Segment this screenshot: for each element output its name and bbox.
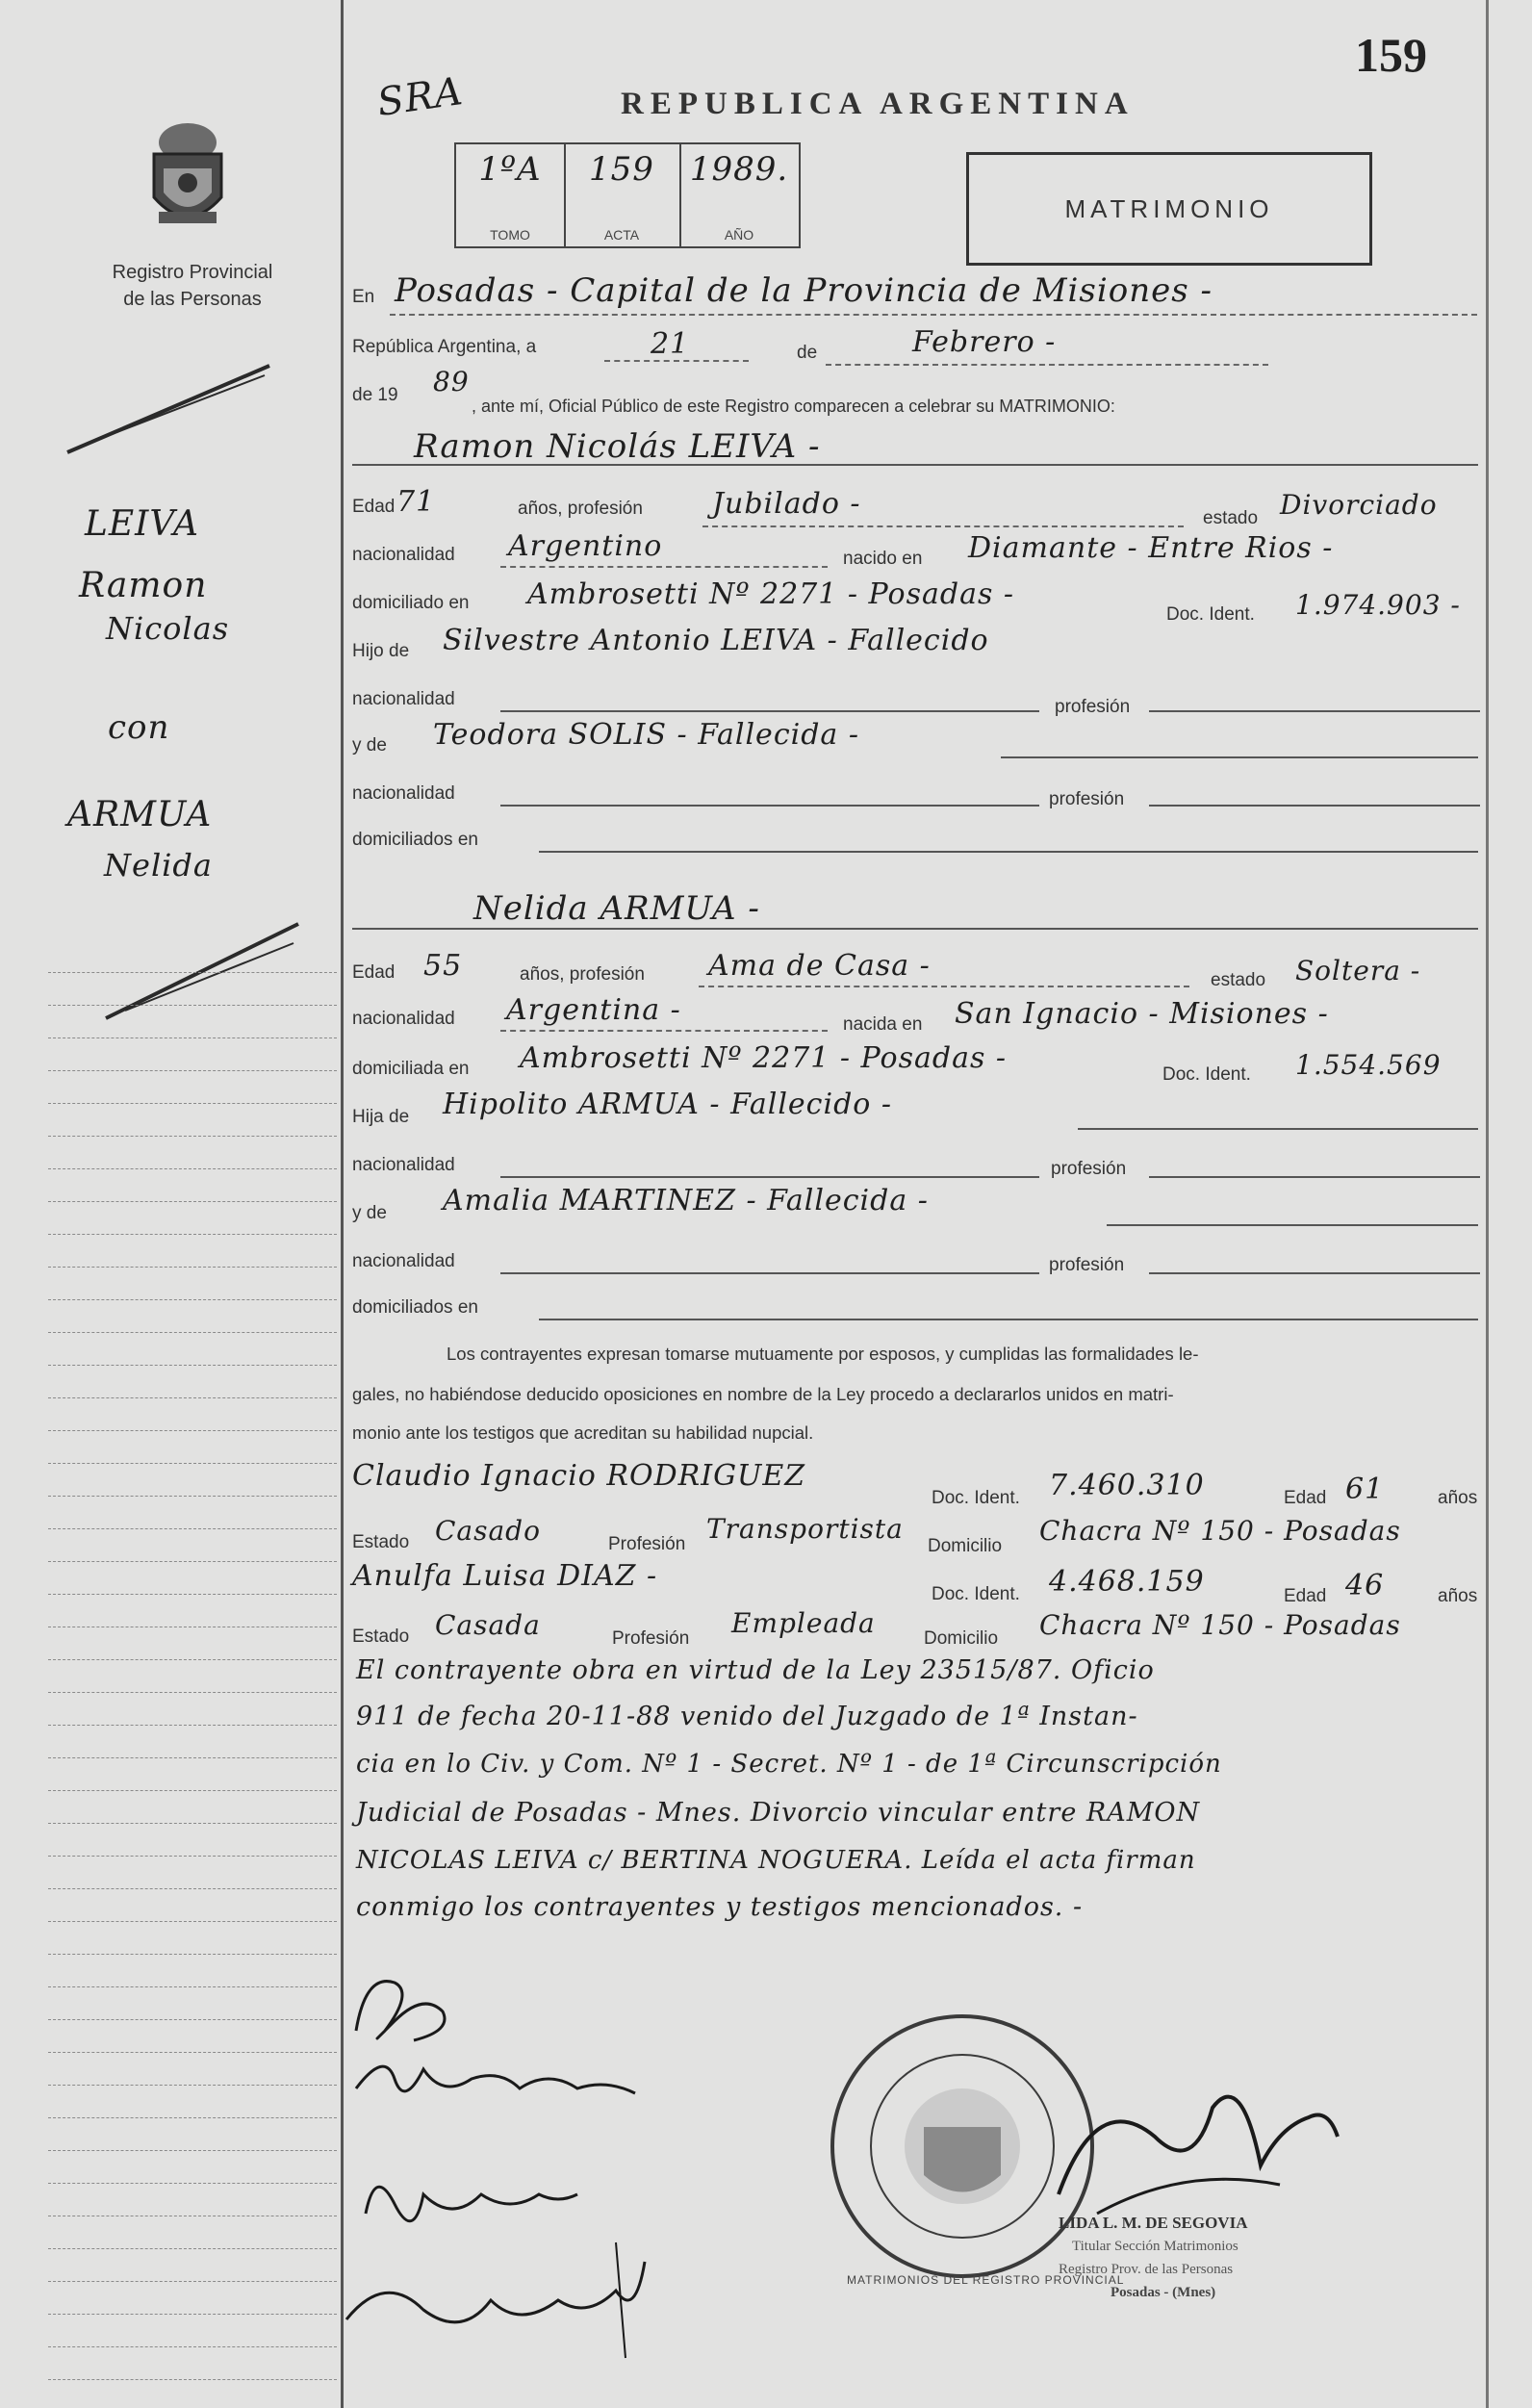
label-profesion-w1: Profesión — [608, 1534, 686, 1554]
bride-profession: Ama de Casa - — [708, 949, 931, 983]
label-nacido-en: nacido en — [843, 549, 923, 569]
bride-age: 55 — [423, 949, 463, 983]
record-box — [454, 142, 801, 248]
groom-nationality: Argentino — [508, 529, 663, 563]
bride-nationality: Argentina - — [506, 993, 681, 1027]
label-de19: de 19 — [352, 385, 398, 405]
declaration-line-3: monio ante los testigos que acreditan su habilidad nupcial. — [352, 1422, 814, 1443]
witness2-name: Anulfa Luisa DIAZ - — [352, 1559, 658, 1593]
notes-line-2: 911 de fecha 20-11-88 venido del Juzgado de 1ª Instan- — [356, 1702, 1138, 1731]
acta-label: ACTA — [603, 227, 640, 243]
witness1-name: Claudio Ignacio RODRIGUEZ — [352, 1459, 806, 1493]
bride-name: Nelida ARMUA - — [473, 889, 760, 928]
groom-mother: Teodora SOLIS - Fallecida - — [433, 718, 859, 752]
country-title: REPUBLICA ARGENTINA — [621, 87, 1135, 121]
witness1-profession: Transportista — [706, 1513, 904, 1545]
margin-given-1a: Ramon — [79, 566, 208, 605]
label-domiciliados-en-2: domiciliados en — [352, 1297, 478, 1318]
acta-value: 159 — [589, 150, 654, 189]
label-en: En — [352, 287, 375, 307]
label-doc-ident: Doc. Ident. — [1166, 604, 1255, 625]
label-domicilio-w2: Domicilio — [924, 1628, 999, 1649]
bride-doc: 1.554.569 — [1295, 1049, 1442, 1081]
label-profesion-m1: profesión — [1049, 789, 1125, 809]
label-domiciliados-en-1: domiciliados en — [352, 830, 478, 850]
witness2-status: Casada — [435, 1609, 541, 1641]
witness1-age: 61 — [1345, 1473, 1385, 1506]
groom-name: Ramon Nicolás LEIVA - — [414, 427, 821, 466]
stamp-city: Posadas - (Mnes) — [1111, 2285, 1216, 2300]
signatures — [327, 1954, 751, 2396]
label-edad: Edad — [352, 497, 396, 517]
label-profesion-f2: profesión — [1051, 1159, 1127, 1179]
bride-mother: Amalia MARTINEZ - Fallecida - — [443, 1184, 929, 1217]
margin-surname-1: LEIVA — [85, 504, 199, 544]
label-nacionalidad-f2: nacionalidad — [352, 1155, 455, 1175]
label-domiciliado-en: domiciliado en — [352, 593, 470, 613]
notes-line-4: Judicial de Posadas - Mnes. Divorcio vincular entre RAMON — [356, 1798, 1201, 1828]
label-hijo-de: Hijo de — [352, 641, 410, 661]
label-anos-w2: años — [1438, 1586, 1478, 1606]
declaration-line-1: Los contrayentes expresan tomarse mutuamente por esposos, y cumplidas las formalidades le- — [447, 1344, 1199, 1364]
label-nacionalidad: nacionalidad — [352, 545, 455, 565]
label-doc-ident-b: Doc. Ident. — [1162, 1064, 1251, 1085]
margin-stroke-1 — [58, 356, 279, 472]
top-initials: SRA — [374, 69, 467, 125]
act-type-box — [966, 152, 1372, 266]
label-profesion-f1: profesión — [1055, 697, 1131, 717]
page-number: 159 — [1355, 28, 1427, 82]
label-nacionalidad-f1: nacionalidad — [352, 689, 455, 709]
label-nacionalidad-b: nacionalidad — [352, 1009, 455, 1029]
label-anos-profesion-b: años, profesión — [520, 964, 645, 985]
notes-line-1: El contrayente obra en virtud de la Ley 23515/87. Oficio — [356, 1655, 1155, 1685]
seal-ring-text: MATRIMONIOS DEL REGISTRO PROVINCIAL — [847, 2273, 1125, 2287]
groom-address: Ambrosetti Nº 2271 - Posadas - — [527, 577, 1015, 611]
groom-birthplace: Diamante - Entre Rios - — [968, 531, 1334, 565]
groom-age: 71 — [396, 485, 436, 519]
label-profesion-m2: profesión — [1049, 1255, 1125, 1275]
label-de: de — [797, 343, 818, 363]
bride-status: Soltera - — [1295, 955, 1421, 986]
label-anos-profesion: años, profesión — [518, 499, 643, 519]
witness2-profession: Empleada — [731, 1607, 876, 1639]
stamp-officer: LIDA L. M. DE SEGOVIA — [1059, 2214, 1248, 2232]
label-estado: estado — [1203, 508, 1259, 528]
stamp-title: Titular Sección Matrimonios — [1072, 2239, 1238, 2254]
witness2-doc: 4.468.159 — [1049, 1565, 1205, 1599]
label-anos-w1: años — [1438, 1488, 1478, 1508]
label-nacionalidad-m2: nacionalidad — [352, 1251, 455, 1271]
label-estado-w2: Estado — [352, 1627, 410, 1647]
label-estado-w1: Estado — [352, 1532, 410, 1552]
bride-birthplace: San Ignacio - Misiones - — [955, 997, 1329, 1031]
label-domiciliada-en: domiciliada en — [352, 1059, 470, 1079]
bride-address: Ambrosetti Nº 2271 - Posadas - — [520, 1041, 1008, 1075]
label-y-de-1: y de — [352, 735, 387, 756]
groom-doc: 1.974.903 - — [1295, 589, 1461, 621]
margin-given-1b: Nicolas — [106, 610, 230, 647]
day-value: 21 — [651, 327, 690, 361]
declaration-line-2: gales, no habiéndose deducido oposiciones en nombre de la Ley procedo a declararlos unidos en matri- — [352, 1384, 1174, 1404]
label-domicilio-w1: Domicilio — [928, 1536, 1003, 1556]
label-nacionalidad-m1: nacionalidad — [352, 783, 455, 804]
witness2-age: 46 — [1345, 1569, 1385, 1602]
year-value: 89 — [433, 366, 470, 397]
ano-value: 1989. — [689, 150, 789, 189]
margin-surname-2: ARMUA — [67, 795, 213, 834]
ano-label: AÑO — [724, 227, 754, 243]
month-value: Febrero - — [912, 325, 1057, 359]
coat-of-arms-icon — [135, 115, 241, 241]
label-republica: República Argentina, a — [352, 337, 537, 357]
witness1-status: Casado — [435, 1515, 541, 1547]
groom-status: Divorciado — [1280, 489, 1438, 521]
registry-name-1: Registro Provincial — [112, 262, 273, 283]
label-hija-de: Hija de — [352, 1107, 410, 1127]
registry-name-2: de las Personas — [123, 289, 262, 310]
label-ante: , ante mí, Oficial Público de este Registro comparecen a celebrar su MATRIMONIO: — [472, 397, 1115, 416]
label-edad-w1: Edad — [1284, 1488, 1327, 1508]
label-y-de-2: y de — [352, 1203, 387, 1223]
place-value: Posadas - Capital de la Provincia de Misiones - — [395, 271, 1213, 310]
label-profesion-w2: Profesión — [612, 1628, 690, 1649]
tomo-label: TOMO — [490, 227, 530, 243]
stamp-registry: Registro Prov. de las Personas — [1059, 2262, 1234, 2277]
witness2-address: Chacra Nº 150 - Posadas — [1039, 1609, 1401, 1641]
notes-line-3: cia en lo Civ. y Com. Nº 1 - Secret. Nº 1 - de 1ª Circunscripción — [356, 1750, 1222, 1779]
label-estado-b: estado — [1211, 970, 1266, 990]
bride-father: Hipolito ARMUA - Fallecido - — [443, 1088, 893, 1121]
notes-line-6: conmigo los contrayentes y testigos mencionados. - — [356, 1892, 1084, 1922]
groom-father: Silvestre Antonio LEIVA - Fallecido — [443, 624, 989, 657]
witness1-doc: 7.460.310 — [1049, 1469, 1205, 1502]
label-doc-ident-w1: Doc. Ident. — [932, 1488, 1020, 1508]
label-edad-w2: Edad — [1284, 1586, 1327, 1606]
right-border — [1486, 0, 1489, 2408]
tomo-value: 1ºA — [478, 150, 542, 189]
notes-line-5: NICOLAS LEIVA c/ BERTINA NOGUERA. Leída el acta firman — [356, 1846, 1196, 1875]
label-edad-b: Edad — [352, 962, 396, 983]
label-nacida-en: nacida en — [843, 1014, 923, 1035]
witness1-address: Chacra Nº 150 - Posadas — [1039, 1515, 1401, 1547]
groom-profession: Jubilado - — [712, 487, 861, 521]
label-doc-ident-w2: Doc. Ident. — [932, 1584, 1020, 1604]
act-type: MATRIMONIO — [1064, 193, 1274, 223]
margin-con: con — [108, 708, 170, 747]
margin-given-2: Nelida — [104, 847, 213, 884]
